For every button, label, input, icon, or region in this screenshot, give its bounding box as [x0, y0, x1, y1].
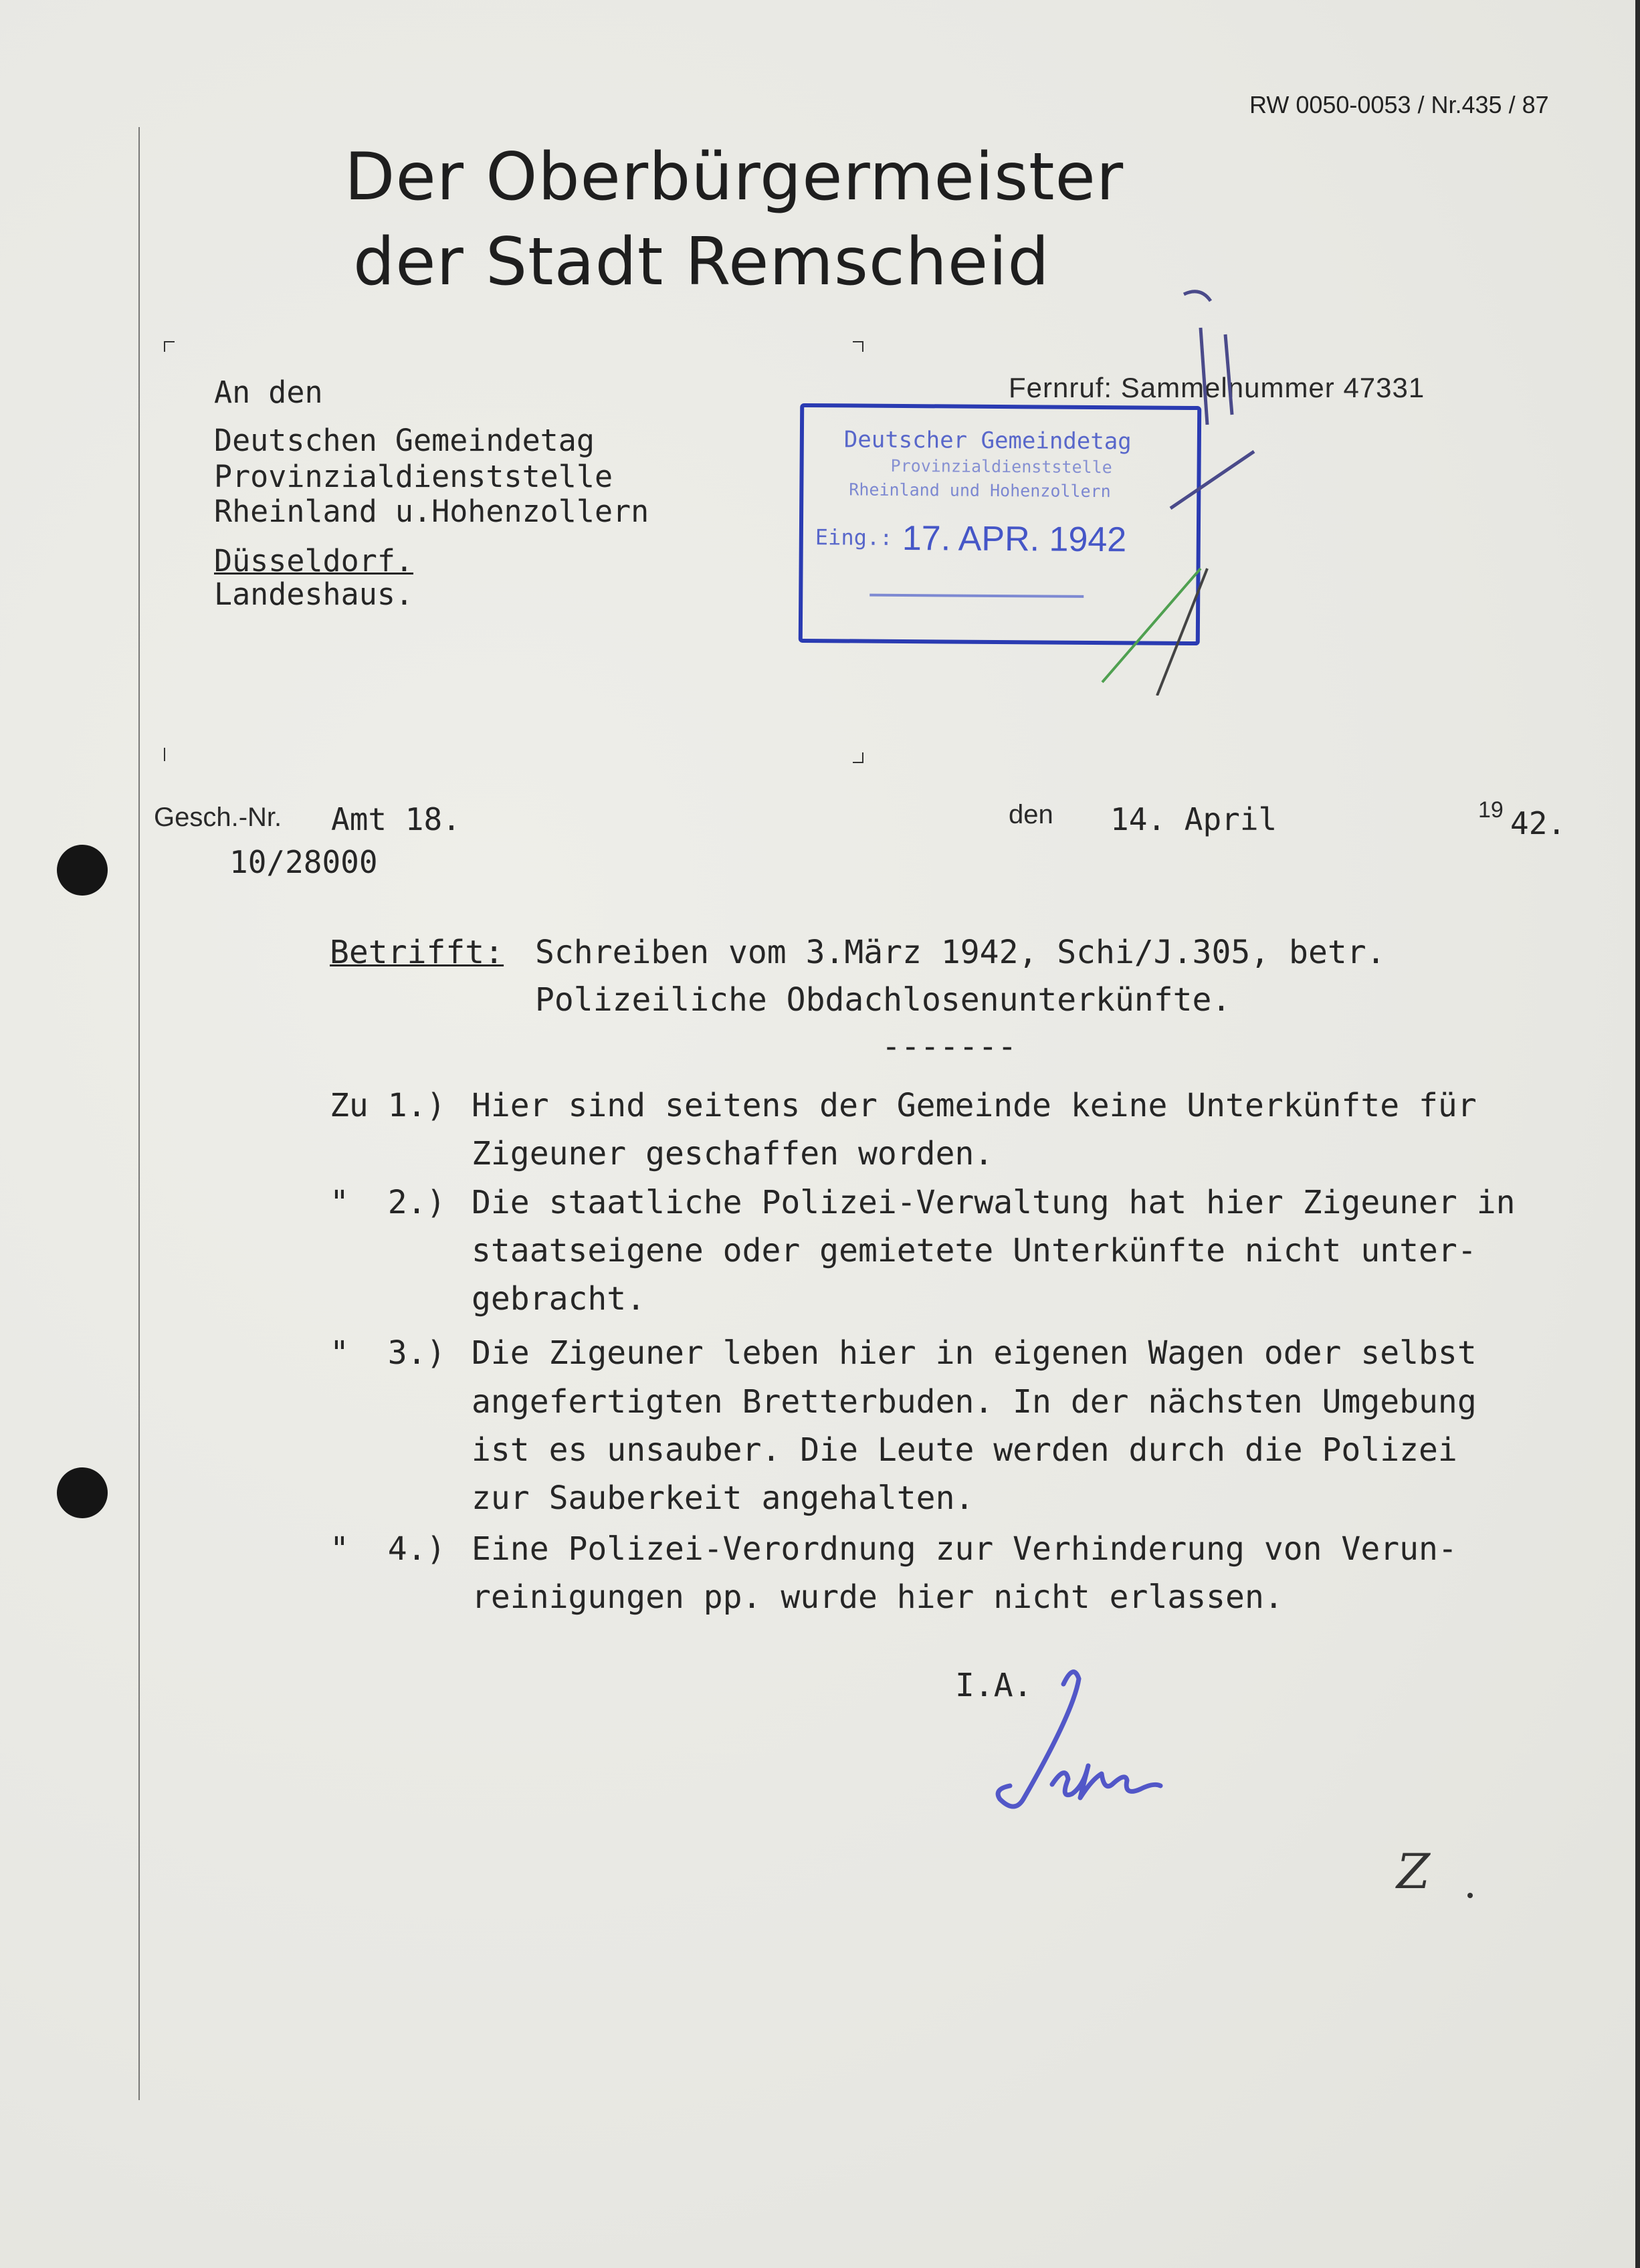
item-3-marker: " 3.)	[330, 1334, 446, 1372]
item-1-marker: Zu 1.)	[330, 1087, 446, 1124]
date-year-suffix: 42.	[1510, 805, 1566, 841]
margin-line	[138, 127, 140, 2100]
stamp-line-1: Deutscher Gemeindetag	[843, 426, 1132, 455]
pencil-mark-4	[1170, 451, 1254, 508]
pencil-mark-3	[1225, 334, 1232, 415]
recipient-building: Landeshaus.	[214, 577, 414, 612]
letterhead-line-1: Der Oberbürgermeister	[344, 139, 1124, 215]
recipient-line-3: Rheinland u.Hohenzollern	[214, 494, 649, 529]
item-2-line-1: Die staatliche Polizei-Verwaltung hat hier Zigeuner in	[472, 1184, 1516, 1221]
reference-label: Gesch.-Nr.	[154, 803, 282, 832]
pencil-mark-2	[1201, 328, 1207, 425]
reference-amt: Amt 18.	[331, 801, 461, 837]
item-3-line-1: Die Zigeuner leben hier in eigenen Wagen oder selbst	[472, 1334, 1477, 1372]
subject-line-1: Schreiben vom 3.März 1942, Schi/J.305, betr.	[535, 934, 1386, 971]
handwritten-marks-svg	[1084, 281, 1257, 696]
address-bracket-top-right	[853, 341, 863, 352]
scan-edge	[1635, 0, 1640, 2268]
stamp-eing-label: Eing.:	[815, 524, 893, 550]
item-2-line-3: gebracht.	[472, 1280, 646, 1318]
item-3-line-3: ist es unsauber. Die Leute werden durch die Polizei	[472, 1431, 1457, 1469]
item-3-line-4: zur Sauberkeit angehalten.	[472, 1479, 975, 1517]
subject-line-2: Polizeiliche Obdachlosenunterkünfte.	[535, 981, 1231, 1019]
reference-number: 10/28000	[229, 844, 378, 880]
stamp-line-3: Rheinland und Hohenzollern	[849, 480, 1111, 502]
subject-label: Betrifft:	[330, 934, 504, 971]
item-2-line-2: staatseigene oder gemietete Unterkünfte nicht unter-	[472, 1232, 1477, 1269]
address-bracket-bottom-left	[164, 748, 175, 761]
letterhead-line-2: der Stadt Remscheid	[353, 224, 1050, 300]
archive-reference: RW 0050-0053 / Nr.435 / 87	[1249, 91, 1549, 118]
item-2-marker: " 2.)	[330, 1184, 446, 1221]
item-4-marker: " 4.)	[330, 1530, 446, 1568]
item-1-line-1: Hier sind seitens der Gemeinde keine Unterkünfte für	[472, 1087, 1477, 1124]
recipient-line-2: Provinzialdienststelle	[214, 459, 613, 494]
date-day-month: 14. April	[1110, 801, 1277, 837]
address-bracket-bottom-right	[853, 752, 863, 763]
punch-hole-upper	[57, 845, 108, 896]
stamp-rule	[869, 594, 1084, 598]
item-1-line-2: Zigeuner geschaffen worden.	[472, 1135, 994, 1172]
phone-number: Fernruf: Sammelnummer 47331	[1009, 372, 1425, 403]
pencil-dot	[1467, 1893, 1473, 1898]
pencil-mark-5	[1157, 569, 1207, 696]
address-bracket-top-left	[164, 341, 175, 352]
date-year-prefix: 19	[1478, 797, 1504, 823]
recipient-city: Düsseldorf.	[214, 543, 414, 579]
subject-divider: -------	[882, 1028, 1017, 1065]
handwritten-mark-z: Z	[1397, 1843, 1431, 1899]
stamp-date: 17. APR. 1942	[902, 518, 1127, 560]
pencil-mark-1	[1184, 292, 1211, 301]
closing-ia: I.A.	[955, 1667, 1033, 1704]
item-3-line-2: angefertigten Bretterbuden. In der nächsten Umgebung	[472, 1383, 1477, 1421]
item-4-line-2: reinigungen pp. wurde hier nicht erlassen.	[472, 1578, 1284, 1616]
signature	[973, 1665, 1174, 1819]
punch-hole-lower	[57, 1467, 108, 1518]
recipient-salutation: An den	[214, 375, 323, 410]
item-4-line-1: Eine Polizei-Verordnung zur Verhinderung von Verun-	[472, 1530, 1457, 1568]
stamp-line-2: Provinzialdienststelle	[890, 455, 1112, 478]
date-den: den	[1009, 800, 1053, 829]
recipient-line-1: Deutschen Gemeindetag	[214, 423, 595, 458]
